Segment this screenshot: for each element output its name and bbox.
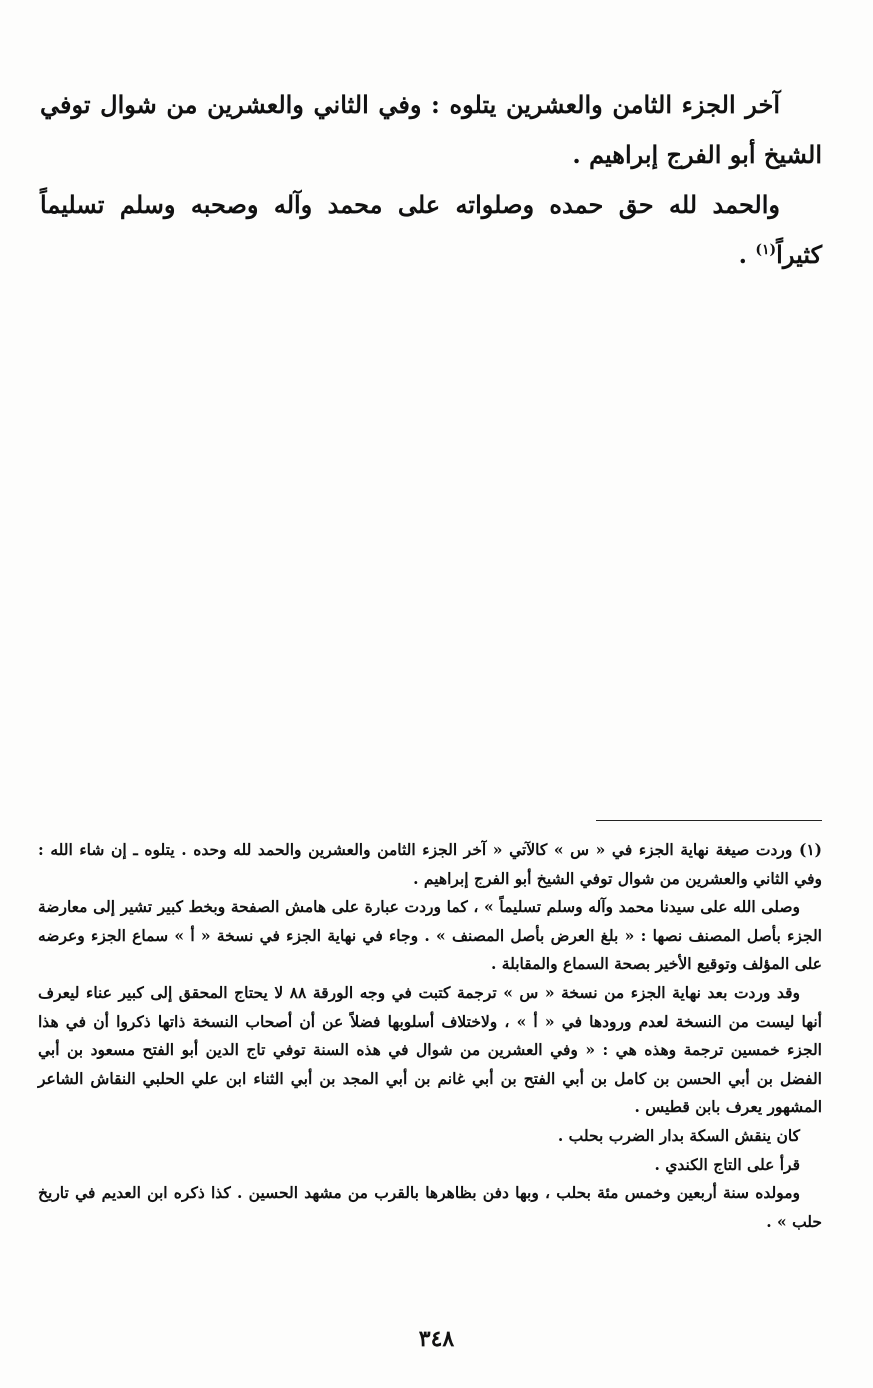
main-paragraph: آخر الجزء الثامن والعشرين يتلوه : وفي الثاني والعشرين من شوال توفي الشيخ أبو الفرج إبراهيم . bbox=[40, 90, 822, 169]
footnote-paragraph: وقد وردت بعد نهاية الجزء من نسخة « س » ترجمة كتبت في وجه الورقة ٨٨ لا يحتاج المحقق إلى كبير عناء ليعرف أنها ليست من النسخة لعدم ورودها في « أ » ، ولاختلاف أسلوبها فضلاً عن أن أصحاب النسخة ذاتها ذكروا أن في هذا الجزء خمسين ترجمة وهذه هي : « وفي العشرين من شوال في هذه السنة توفي تاج الدين أبو الفتح مسعود بن أبي الفضل بن أبي الحسن بن كامل بن أبي الفتح بن أبي غانم بن أبي المجد بن أبي الثناء ابن علي الحلبي النقاش الشاعر المشهور يعرف بابن قطيس . bbox=[38, 982, 822, 1117]
footnote-paragraph: كان ينقش السكة بدار الضرب بحلب . bbox=[557, 1125, 800, 1145]
footnote-paragraph: قرأ على التاج الكندي . bbox=[654, 1154, 800, 1174]
footnote-separator bbox=[596, 820, 822, 821]
closing-text: والحمد لله حق حمده وصلواته على محمد وآله وصحبه وسلم تسليماً كثيراً bbox=[40, 190, 822, 269]
footnotes-section bbox=[38, 836, 822, 1236]
closing-period: . bbox=[738, 240, 756, 269]
page-number: ٣٤٨ bbox=[418, 1326, 455, 1352]
main-text bbox=[40, 80, 822, 280]
main-paragraph-closing bbox=[40, 180, 822, 280]
footnote-paragraph: (١) وردت صيغة نهاية الجزء في « س » كالآتي « آخر الجزء الثامن والعشرين والحمد لله وحده . يتلوه ـ إن شاء الله : وفي الثاني والعشرين من شوال توفي الشيخ أبو الفرج إبراهيم . bbox=[38, 840, 822, 888]
footnote-reference: (١) bbox=[755, 242, 777, 258]
footnote-paragraph: ومولده سنة أربعين وخمس مئة بحلب ، وبها دفن بظاهرها بالقرب من مشهد الحسين . كذا ذكره ابن العديم في تاريخ حلب » . bbox=[38, 1183, 822, 1231]
footnote-paragraph: وصلى الله على سيدنا محمد وآله وسلم تسليماً » ، كما وردت عبارة على هامش الصفحة وبخط كبير تشير إلى معارضة الجزء بأصل المصنف نصها : « بلغ العرض بأصل المصنف » . وجاء في نهاية الجزء في نسخة « أ » سماع الجزء وعرضه على المؤلف وتوقيع الأخير بصحة السماع والمقابلة . bbox=[38, 897, 822, 974]
